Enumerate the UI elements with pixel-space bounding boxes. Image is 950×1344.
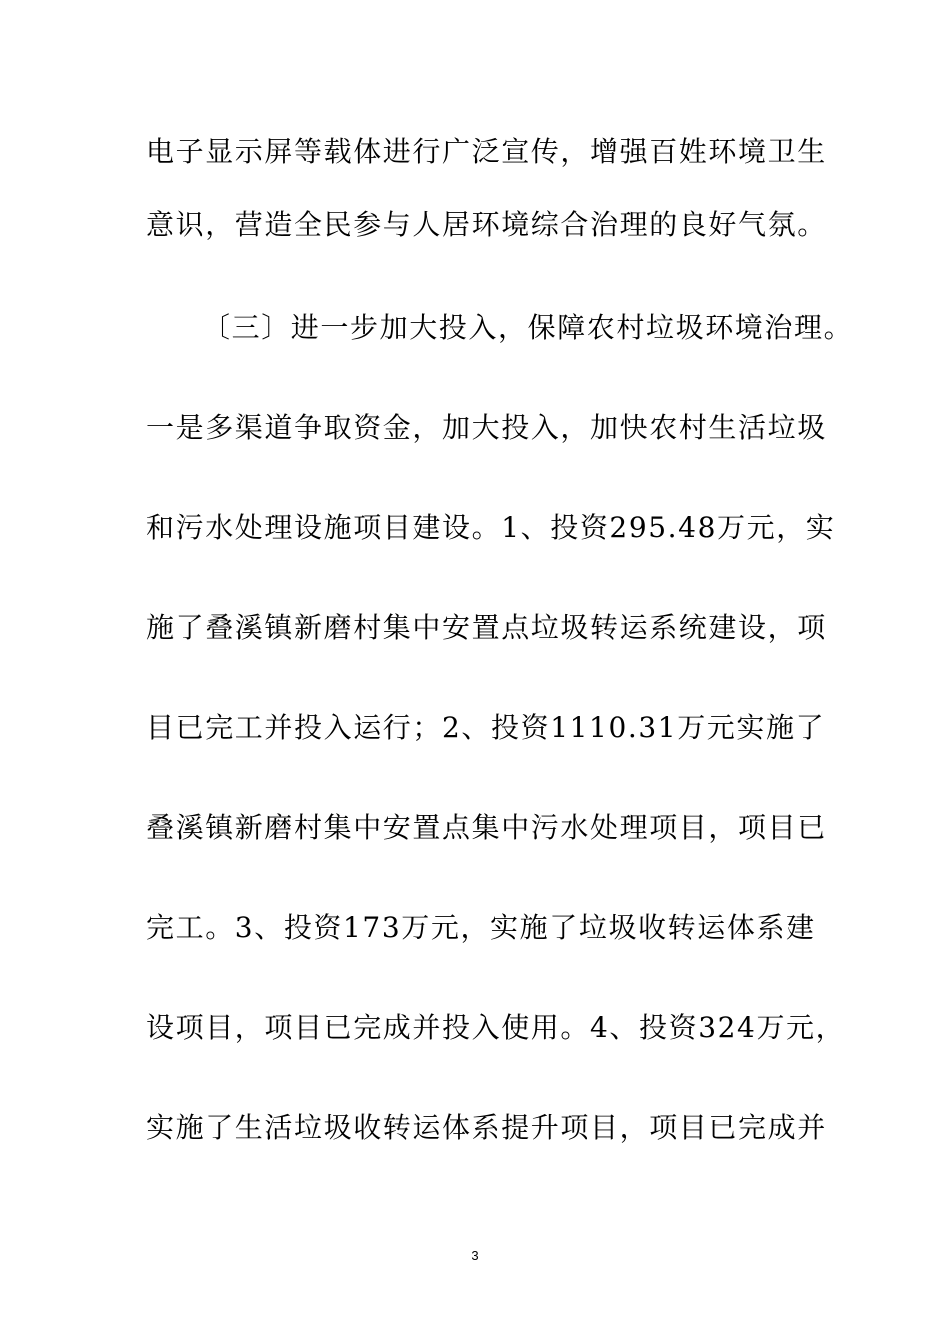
body-text-line: 叠溪镇新磨村集中安置点集中污水处理项目，项目已 [146, 811, 827, 844]
body-text-line: 施了叠溪镇新磨村集中安置点垃圾转运系统建设，项 [146, 611, 827, 644]
page-number: 3 [471, 1248, 479, 1263]
body-text-line: 意识，营造全民参与人居环境综合治理的良好气氛。 [146, 208, 827, 241]
body-text-line: 一是多渠道争取资金，加大投入，加快农村生活垃圾 [146, 411, 827, 444]
body-text-line: 电子显示屏等载体进行广泛宣传，增强百姓环境卫生 [146, 135, 827, 168]
body-text-line: 和污水处理设施项目建设。1、投资295.48万元，实 [146, 511, 836, 544]
body-text-line: 完工。3、投资173万元，实施了垃圾收转运体系建 [146, 911, 816, 944]
body-text-line: 设项目，项目已完成并投入使用。4、投资324万元， [146, 1011, 846, 1044]
section-heading-line: 〔三〕进一步加大投入，保障农村垃圾环境治理。 [202, 311, 854, 344]
body-text-line: 目已完工并投入运行；2、投资1110.31万元实施了 [146, 711, 826, 744]
body-text-line: 实施了生活垃圾收转运体系提升项目，项目已完成并 [146, 1111, 827, 1144]
